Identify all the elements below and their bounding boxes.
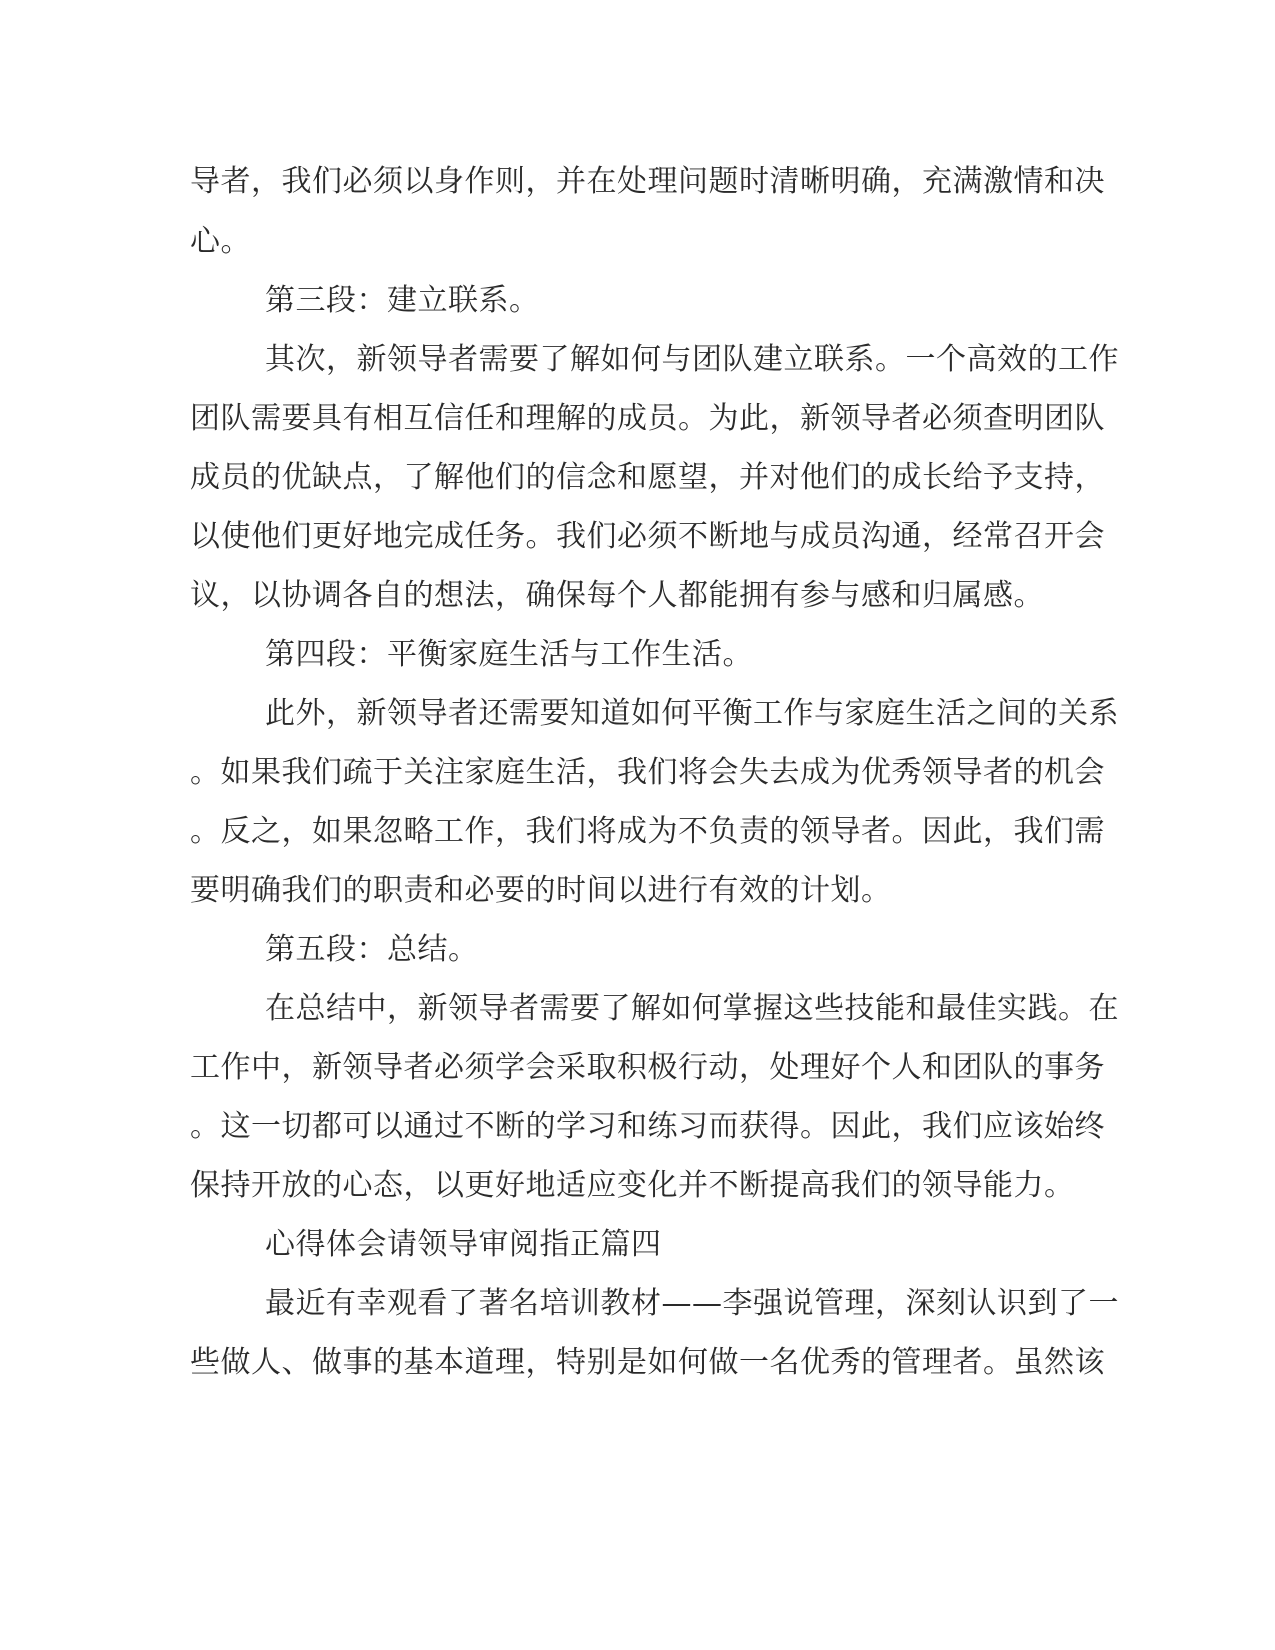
section-heading: 第三段：建立联系。 bbox=[265, 283, 540, 318]
text-line: 其次，新领导者需要了解如何与团队建立联系。一个高效的工作 bbox=[265, 342, 1119, 377]
text-line: 以使他们更好地完成任务。我们必须不断地与成员沟通，经常召开会 bbox=[190, 519, 1105, 554]
text-line: 。如果我们疏于关注家庭生活，我们将会失去成为优秀领导者的机会 bbox=[190, 755, 1105, 790]
text-line: 心。 bbox=[190, 224, 251, 259]
text-line: 。反之，如果忽略工作，我们将成为不负责的领导者。因此，我们需 bbox=[190, 814, 1105, 849]
section-heading: 第四段：平衡家庭生活与工作生活。 bbox=[265, 637, 753, 672]
text-line: 议，以协调各自的想法，确保每个人都能拥有参与感和归属感。 bbox=[190, 578, 1044, 613]
text-line: 保持开放的心态，以更好地适应变化并不断提高我们的领导能力。 bbox=[190, 1168, 1075, 1203]
section-heading: 心得体会请领导审阅指正篇四 bbox=[265, 1227, 662, 1262]
text-line: 成员的优缺点，了解他们的信念和愿望，并对他们的成长给予支持， bbox=[190, 460, 1105, 495]
text-line: 在总结中，新领导者需要了解如何掌握这些技能和最佳实践。在 bbox=[265, 991, 1119, 1026]
section-heading: 第五段：总结。 bbox=[265, 932, 479, 967]
text-line: 。这一切都可以通过不断的学习和练习而获得。因此，我们应该始终 bbox=[190, 1109, 1105, 1144]
text-line: 最近有幸观看了著名培训教材——李强说管理，深刻认识到了一 bbox=[265, 1286, 1119, 1321]
text-line: 此外，新领导者还需要知道如何平衡工作与家庭生活之间的关系 bbox=[265, 696, 1119, 731]
text-line: 些做人、做事的基本道理，特别是如何做一名优秀的管理者。虽然该 bbox=[190, 1345, 1105, 1380]
text-line: 工作中，新领导者必须学会采取积极行动，处理好个人和团队的事务 bbox=[190, 1050, 1105, 1085]
text-line: 团队需要具有相互信任和理解的成员。为此，新领导者必须查明团队 bbox=[190, 401, 1105, 436]
text-line: 导者，我们必须以身作则，并在处理问题时清晰明确，充满激情和决 bbox=[190, 164, 1105, 199]
text-line: 要明确我们的职责和必要的时间以进行有效的计划。 bbox=[190, 873, 892, 908]
